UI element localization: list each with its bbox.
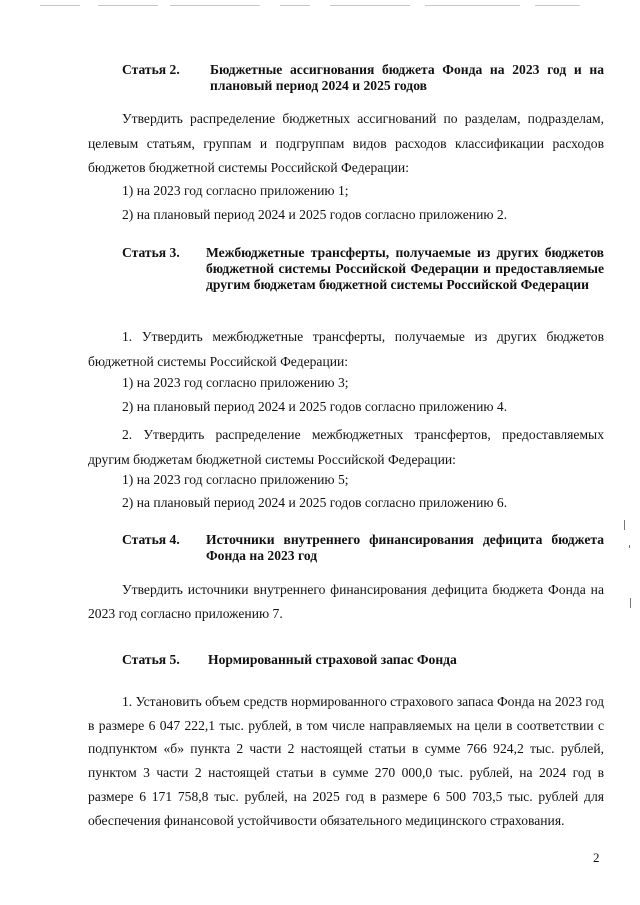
article-5-paragraph: 1. Установить объем средств нормированного страхового запаса Фонда на 2023 год в размере 6 047 222,1 тыс. рублей, в том числе направляемых на цели в соответствии с подпунктом «б» пункта 2 части 2 настоящей статьи в сумме 766 924,2 тыс. рублей, пунктом 3 части 2 настоящей статьи в сумме 270 000,0 тыс. рублей, на 2024 год в размере 6 171 758,8 тыс. рублей, на 2025 год в размере 6 500 703,5 тыс. рублей для обеспечения финансовой устойчивости обязательного медицинского страхования.	[88, 694, 604, 828]
article-2-paragraph: Утвердить распределение бюджетных ассигнований по разделам, подразделам, целевым статьям, группам и подгруппам видов расходов классификации расходов бюджетов бюджетной системы Российской Федерации:	[88, 111, 604, 175]
article-3-title: Межбюджетные трансферты, получаемые из других бюджетов бюджетной системы Российской Федерации и предоставляемые другим бюджетам бюджетной системы Российской Федерации	[206, 245, 604, 292]
article-5-title: Нормированный страховой запас Фонда	[208, 652, 457, 667]
article-3-list-item: 1) на 2023 год согласно приложению 3;	[122, 375, 349, 390]
article-3-paragraph: 2. Утвердить распределение межбюджетных трансфертов, предоставляемых другим бюджетам бюджетной системы Российской Федерации:	[88, 427, 604, 467]
article-2-list-item: 1) на 2023 год согласно приложению 1;	[122, 183, 349, 198]
article-2-number: Статья 2.	[122, 62, 180, 77]
scan-edge-mark	[630, 598, 631, 608]
article-4-paragraph: Утвердить источники внутреннего финансирования дефицита бюджета Фонда на 2023 год согласно приложению 7.	[88, 582, 604, 621]
article-2-title: Бюджетные ассигнования бюджета Фонда на 2023 год и на плановый период 2024 и 2025 годов	[210, 62, 604, 93]
article-3-paragraph: 1. Утвердить межбюджетные трансферты, получаемые из других бюджетов бюджетной системы Российской Федерации:	[88, 329, 604, 369]
scan-edge-mark	[629, 545, 630, 548]
article-4-number: Статья 4.	[122, 532, 180, 547]
page-number: 2	[593, 850, 600, 865]
article-3-number: Статья 3.	[122, 245, 180, 260]
article-3-list-item: 2) на плановый период 2024 и 2025 годов согласно приложению 6.	[122, 495, 508, 510]
article-2-list-item: 2) на плановый период 2024 и 2025 годов согласно приложению 2.	[122, 207, 508, 222]
scan-artifact-line	[40, 3, 600, 9]
article-5-number: Статья 5.	[122, 652, 180, 667]
article-3-list-item: 2) на плановый период 2024 и 2025 годов согласно приложению 4.	[122, 399, 508, 414]
scan-edge-mark	[624, 520, 625, 530]
article-3-list-item: 1) на 2023 год согласно приложению 5;	[122, 472, 349, 487]
article-4-title: Источники внутреннего финансирования дефицита бюджета Фонда на 2023 год	[206, 532, 604, 563]
